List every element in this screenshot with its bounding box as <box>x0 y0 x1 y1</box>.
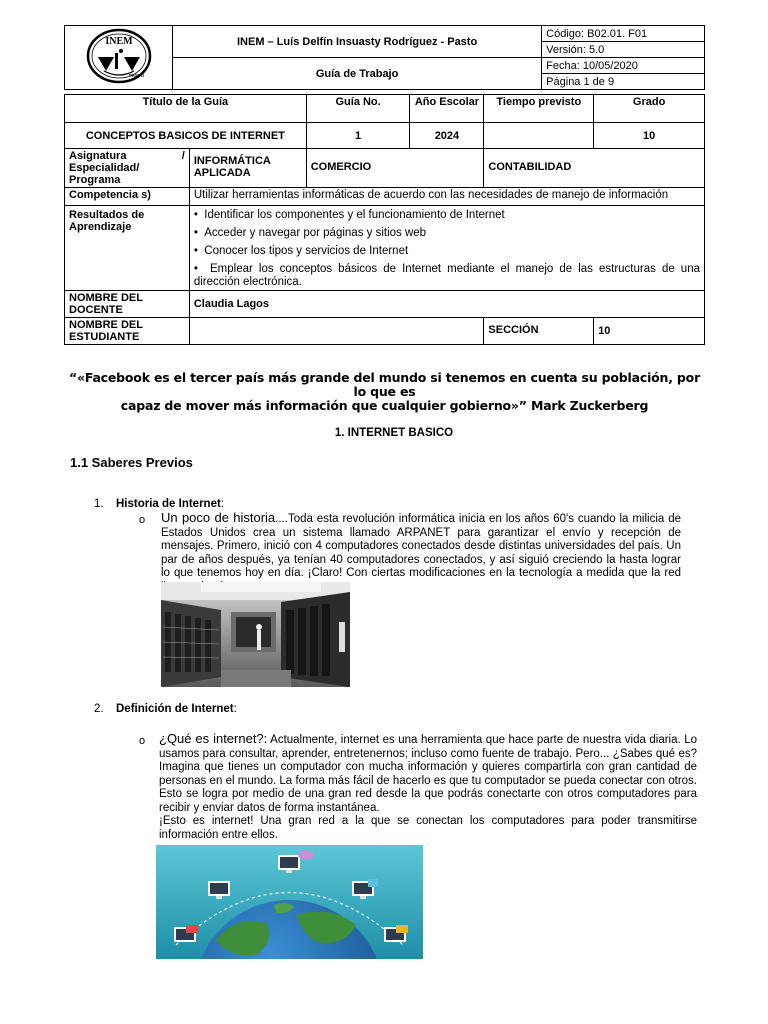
grade-value: 10 <box>594 123 705 149</box>
col-grado-header: Grado <box>594 95 705 123</box>
col-anio-header: Año Escolar <box>410 95 484 123</box>
section-title: 1. INTERNET BASICO <box>334 427 454 439</box>
item-1-heading: Historia de Internet: <box>116 498 225 510</box>
planned-time <box>484 123 594 149</box>
outcome-item: • Identificar los componentes y el funcionamiento de Internet <box>193 209 505 221</box>
seccion-label: SECCIÓN <box>484 318 594 345</box>
institution-name: INEM – Luís Delfín Insuasty Rodríguez - Pasto <box>173 26 542 58</box>
item-2-number: 2. <box>94 703 104 715</box>
outcome-item: • Conocer los tipos y servicios de Internet <box>193 245 409 257</box>
svg-text:INEM: INEM <box>104 36 133 47</box>
programa-value: CONTABILIDAD <box>484 149 705 188</box>
doc-type: Guía de Trabajo <box>173 58 542 90</box>
asignatura-value: INFORMÁTICA APLICADA <box>189 149 306 188</box>
col-titulo-header: Título de la Guía <box>65 95 307 123</box>
school-year: 2024 <box>410 123 484 149</box>
globe-network-icon <box>156 845 423 959</box>
docente-name: Claudia Lagos <box>189 291 704 318</box>
item-1-number: 1. <box>94 498 104 510</box>
logo-cell <box>65 26 173 90</box>
svg-text:PASTO: PASTO <box>128 73 144 78</box>
computer-node-bottom-left <box>174 925 198 942</box>
subsection-title: 1.1 Saberes Previos <box>70 455 193 470</box>
inem-logo-icon <box>84 27 154 85</box>
outcomes-list <box>194 209 700 289</box>
resultados-label: Resultados de Aprendizaje <box>65 206 190 291</box>
doc-date: Fecha: 10/05/2020 <box>542 58 705 74</box>
item-1-bullet: o <box>139 514 146 526</box>
docente-label: NOMBRE DEL DOCENTE <box>65 291 190 318</box>
guide-number: 1 <box>306 123 410 149</box>
competencia-label: Competencia s) <box>65 188 190 206</box>
resultados-value <box>189 206 704 291</box>
competencia-value: Utilizar herramientas informáticas de acuerdo con las necesidades de manejo de información <box>189 188 704 206</box>
item-2-heading: Definición de Internet: <box>116 703 237 715</box>
internet-definition-paragraph: ¿Qué es internet?: Actualmente, internet es una herramienta que hace parte de nuestra vida diaria. Lo usamos para consultar, aprender, entretenernos; incluso como fuente de trabajo. Pero... ¿Sabes qué es? Imagina que tienes un computador con mucha información y quieres compartirla con gran cantidad de personas en el mundo. La forma más fácil de hacerlo es que tu computador se pueda conectar con otros. Esto se logra por medio de una gran red desde la que podrás conectarte con otros computadores para recibir y enviar datos de forma instantánea. ¡Esto es internet! Una gran red a la que se conectan los computadores para poder transmitirse información entre ellos. <box>159 731 697 841</box>
internet-network-illustration <box>156 845 423 959</box>
computer-room-photo <box>161 582 350 687</box>
zuckerberg-quote: “«Facebook es el tercer país más grande del mundo si tenemos en cuenta su población, por lo que es capaz de mover más información que cualquier gobierno»” Mark Zuckerberg <box>68 370 701 413</box>
estudiante-label: NOMBRE DEL ESTUDIANTE <box>65 318 190 345</box>
estudiante-name-field[interactable] <box>189 318 484 345</box>
guide-info-table <box>64 94 705 345</box>
doc-code: Código: B02.01. F01 <box>542 26 705 42</box>
especialidad-value: COMERCIO <box>306 149 484 188</box>
computer-node-bottom-right <box>384 925 408 942</box>
asignatura-label: Asignatura / Especialidad/ Programa <box>65 149 190 188</box>
outcome-item: • Emplear los conceptos básicos de Internet mediante el manejo de las estructuras de una dirección electrónica. <box>193 263 700 288</box>
outcome-item: • Acceder y navegar por páginas y sitios web <box>193 227 427 239</box>
computer-room-illustration <box>161 582 350 687</box>
guide-title: CONCEPTOS BASICOS DE INTERNET <box>65 123 307 149</box>
doc-version: Versión: 5.0 <box>542 42 705 58</box>
history-paragraph: Un poco de historia....Toda esta revolución informática inicia en los años 60's cuando la milicia de Estados Unidos crea un sistema llamado ARPANET para garantizar el envío y recepción de mensajes. Primero, inició con 4 computadores conectados desde distintas universidades del país. Un par de años después, ya tenían 40 computadores conectados, y así siguió creciendo la hasta lograr lo que tenemos hoy en día. ¡Claro! Con ciertas modificaciones en la tecnología a medida que la red <box>161 510 682 579</box>
col-guia-header: Guía No. <box>306 95 410 123</box>
doc-page: Página 1 de 9 <box>542 74 705 90</box>
seccion-value: 10 <box>594 318 705 345</box>
item-2-bullet: o <box>139 735 146 747</box>
col-tiempo-header: Tiempo previsto <box>484 95 594 123</box>
header-table <box>64 25 705 90</box>
